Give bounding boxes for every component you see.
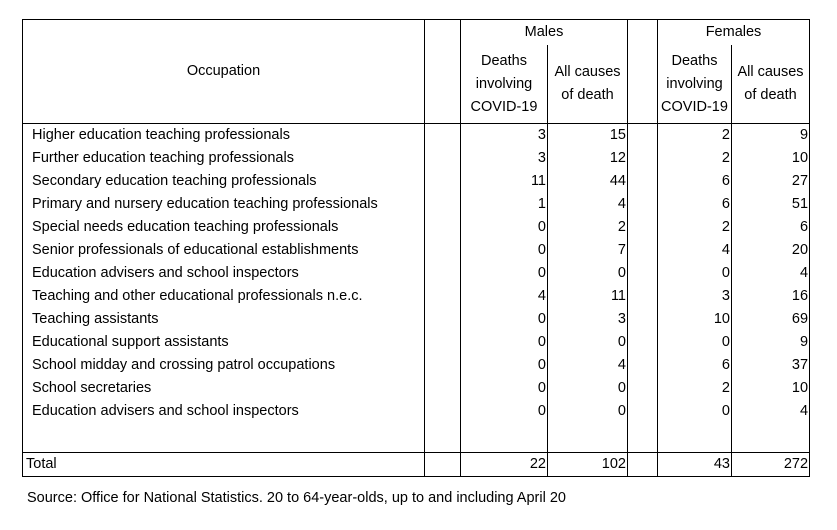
header-line: All causes [554,64,621,80]
occupation-cell: Special needs education teaching professionals [23,216,425,239]
header-line: All causes [737,64,804,80]
separator-cell [628,239,658,262]
females-covid-cell: 2 [658,216,732,239]
occupation-cell: Higher education teaching professionals [23,124,425,148]
occupation-cell: Senior professionals of educational establishments [23,239,425,262]
females-covid-cell: 3 [658,285,732,308]
table-row [23,216,810,239]
separator-cell [425,308,461,331]
separator-cell [425,377,461,400]
males-all-causes-header [548,45,628,124]
table-row [23,124,810,148]
table-row [23,400,810,423]
occupation-cell: Educational support assistants [23,331,425,354]
occupation-cell: Teaching and other educational professionals n.e.c. [23,285,425,308]
females-covid-cell: 2 [658,377,732,400]
males-all-cell: 0 [548,262,628,285]
females-all-cell: 4 [732,262,810,285]
separator-cell [628,193,658,216]
males-covid-cell: 3 [461,124,548,148]
females-all-causes-header [732,45,810,124]
females-all-cell: 9 [732,124,810,148]
males-covid-cell: 0 [461,308,548,331]
females-covid-cell: 4 [658,239,732,262]
females-all-cell: 51 [732,193,810,216]
separator-cell [425,216,461,239]
males-all-cell: 0 [548,331,628,354]
females-covid-cell: 2 [658,147,732,170]
table-row [23,170,810,193]
separator-cell [425,354,461,377]
females-covid-cell: 0 [658,331,732,354]
separator-cell [425,285,461,308]
females-deaths-covid-header [658,45,732,124]
females-covid-cell: 2 [658,124,732,148]
males-covid-cell: 0 [461,400,548,423]
separator-cell [628,262,658,285]
header-line: involving [666,75,723,92]
total-label: Total [23,453,425,477]
separator-cell [425,124,461,148]
separator-column [628,20,658,124]
separator-cell [425,400,461,423]
males-covid-cell: 0 [461,354,548,377]
total-females-covid: 43 [658,453,732,477]
males-all-cell: 2 [548,216,628,239]
total-females-all: 272 [732,453,810,477]
header-line: Deaths [671,52,718,69]
females-covid-cell: 6 [658,170,732,193]
separator-cell [425,147,461,170]
males-all-cell: 0 [548,400,628,423]
females-all-cell: 4 [732,400,810,423]
spacer-row [23,423,810,453]
females-all-cell: 20 [732,239,810,262]
separator-cell [628,124,658,148]
males-covid-cell: 0 [461,331,548,354]
source-note: Source: Office for National Statistics. 20 to 64-year-olds, up to and including April 20 [27,490,566,506]
males-all-cell: 15 [548,124,628,148]
females-all-cell: 69 [732,308,810,331]
females-all-cell: 37 [732,354,810,377]
table-row [23,193,810,216]
females-all-cell: 9 [732,331,810,354]
females-all-cell: 16 [732,285,810,308]
header-line: of death [561,87,614,103]
separator-cell [628,354,658,377]
deaths-by-occupation-table [22,19,810,477]
males-all-cell: 44 [548,170,628,193]
males-all-cell: 12 [548,147,628,170]
separator-cell [628,147,658,170]
separator-cell [628,331,658,354]
total-row [23,453,810,477]
occupation-cell: Education advisers and school inspectors [23,262,425,285]
males-deaths-covid-header [461,45,548,124]
occupation-column-header: Occupation [23,20,425,124]
occupation-cell: School secretaries [23,377,425,400]
separator-cell [628,216,658,239]
table-row [23,308,810,331]
occupation-cell: Secondary education teaching professionals [23,170,425,193]
females-covid-cell: 6 [658,354,732,377]
header-line: COVID-19 [470,98,538,115]
males-covid-cell: 3 [461,147,548,170]
males-covid-cell: 0 [461,262,548,285]
females-covid-cell: 0 [658,262,732,285]
separator-cell [628,170,658,193]
table-row [23,147,810,170]
occupation-cell: Further education teaching professionals [23,147,425,170]
females-group-header: Females [658,20,810,46]
males-covid-cell: 11 [461,170,548,193]
males-covid-cell: 0 [461,239,548,262]
table-row [23,331,810,354]
separator-column [425,20,461,124]
occupation-cell: School midday and crossing patrol occupations [23,354,425,377]
males-covid-cell: 1 [461,193,548,216]
males-covid-cell: 4 [461,285,548,308]
males-all-cell: 3 [548,308,628,331]
separator-cell [628,377,658,400]
females-covid-cell: 0 [658,400,732,423]
occupation-cell: Education advisers and school inspectors [23,400,425,423]
table-body [23,124,810,424]
table-row [23,239,810,262]
males-all-cell: 4 [548,193,628,216]
table-row [23,262,810,285]
separator-cell [425,239,461,262]
table-row [23,354,810,377]
header-line: Deaths [481,52,527,69]
separator-cell [425,453,461,477]
females-covid-cell: 6 [658,193,732,216]
females-covid-cell: 10 [658,308,732,331]
females-all-cell: 10 [732,147,810,170]
table-row [23,285,810,308]
header-line: involving [475,75,533,92]
separator-cell [425,262,461,285]
header-line: of death [744,87,797,103]
separator-cell [628,308,658,331]
separator-cell [628,400,658,423]
males-all-cell: 4 [548,354,628,377]
total-males-covid: 22 [461,453,548,477]
header-line: COVID-19 [661,98,728,115]
females-all-cell: 6 [732,216,810,239]
total-males-all: 102 [548,453,628,477]
separator-cell [425,193,461,216]
separator-cell [425,331,461,354]
occupation-cell: Primary and nursery education teaching professionals [23,193,425,216]
males-all-cell: 7 [548,239,628,262]
males-covid-cell: 0 [461,377,548,400]
females-all-cell: 27 [732,170,810,193]
separator-cell [425,170,461,193]
males-group-header: Males [461,20,628,46]
separator-cell [628,453,658,477]
males-all-cell: 0 [548,377,628,400]
males-covid-cell: 0 [461,216,548,239]
separator-cell [628,285,658,308]
males-all-cell: 11 [548,285,628,308]
table-row [23,377,810,400]
occupation-cell: Teaching assistants [23,308,425,331]
females-all-cell: 10 [732,377,810,400]
